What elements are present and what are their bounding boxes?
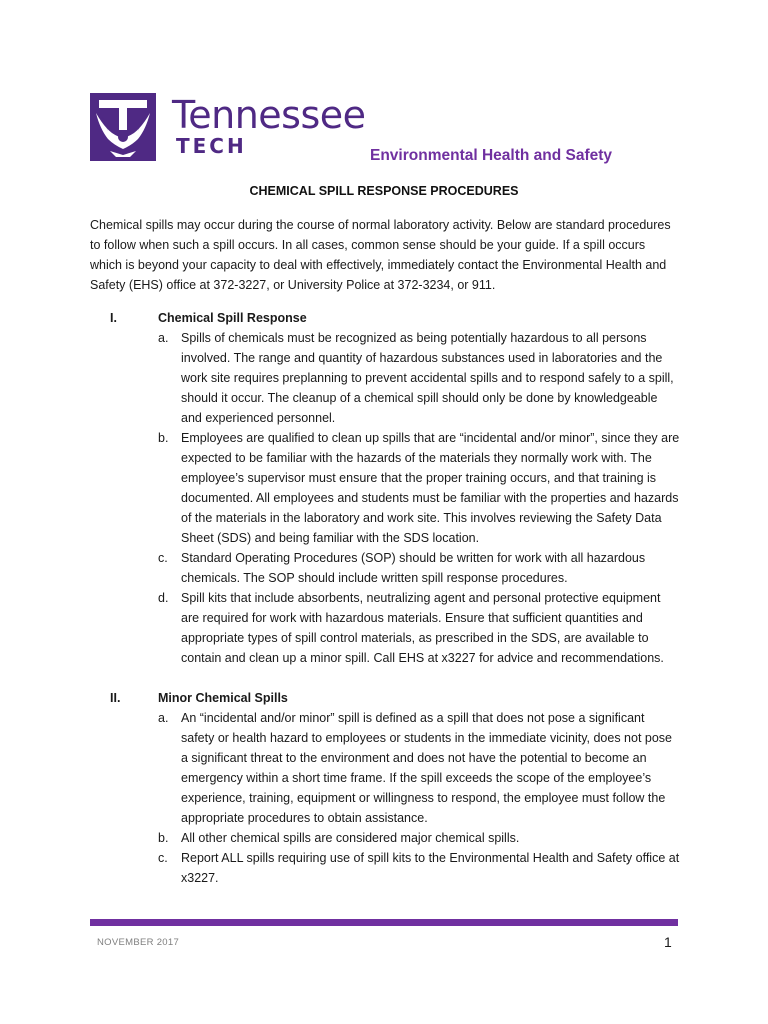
item-letter: c.	[158, 851, 168, 865]
section-number: I.	[110, 311, 117, 325]
item-letter: a.	[158, 711, 169, 725]
footer-date: NOVEMBER 2017	[97, 937, 180, 948]
section-heading	[90, 688, 690, 708]
section-number: II.	[110, 691, 121, 705]
brand-subtitle: TECH	[176, 134, 247, 158]
list-item	[90, 828, 681, 848]
list-item	[90, 708, 681, 828]
item-letter: c.	[158, 551, 168, 565]
section-items	[90, 708, 690, 888]
list-item	[90, 548, 681, 588]
item-letter: b.	[158, 831, 169, 845]
page-number: 1	[664, 934, 672, 950]
list-item	[90, 588, 681, 668]
footer-divider	[90, 919, 678, 926]
section-items	[90, 328, 690, 668]
department-name: Environmental Health and Safety	[370, 147, 613, 164]
section-heading	[90, 308, 690, 328]
section-chemical-spill-response	[90, 308, 690, 668]
list-item	[90, 848, 681, 888]
list-item	[90, 428, 681, 548]
item-letter: b.	[158, 431, 169, 445]
brand-name: Tennessee	[172, 93, 366, 137]
section-title: Chemical Spill Response	[158, 311, 307, 325]
document-title: CHEMICAL SPILL RESPONSE PROCEDURES	[249, 184, 519, 198]
item-letter: d.	[158, 591, 169, 605]
item-text: Employees are qualified to clean up spills that are “incidental and/or minor”, since they are expected to be familiar with the hazards of the materials they normally work with. The employee’s supervisor must ensure that the proper training occurs, and that training is documented. All employees and students must be familiar with the properties and hazards of the materials in the laboratory and work site. This involves reviewing the Safety Data Sheet (SDS) and being familiar with the SDS location.	[181, 431, 680, 545]
item-text: Report ALL spills requiring use of spill kits to the Environmental Health and Safety office at x3227.	[181, 851, 680, 885]
section-minor-chemical-spills	[90, 688, 690, 888]
intro-paragraph: Chemical spills may occur during the course of normal laboratory activity. Below are standard procedures to follow when such a spill occurs. In all cases, common sense should be your guide. If a spill occurs which is beyond your capacity to deal with effectively, immediately contact the Environmental Health and Safety (EHS) office at 372-3227, or University Police at 372-3234, or 911.	[90, 218, 671, 292]
item-text: Standard Operating Procedures (SOP) should be written for work with all hazardous chemicals. The SOP should include written spill response procedures.	[181, 551, 646, 585]
item-text: All other chemical spills are considered major chemical spills.	[181, 831, 520, 845]
section-title: Minor Chemical Spills	[158, 691, 288, 705]
item-letter: a.	[158, 331, 169, 345]
list-item	[90, 328, 681, 428]
item-text: An “incidental and/or minor” spill is defined as a spill that does not pose a significant safety or health hazard to employees or students in the immediate vicinity, does not pose a significant threat to the environment and does not have the potential to become an emergency within a short time frame. If the spill exceeds the scope of the employee’s experience, training, equipment or willingness to respond, the employee must follow the appropriate procedures to obtain assistance.	[181, 711, 673, 825]
item-text: Spills of chemicals must be recognized as being potentially hazardous to all persons involved. The range and quantity of hazardous substances used in laboratories and the work site requires preplanning to prevent accidental spills and to respond safely to a spill, should it occur. The cleanup of a chemical spill should only be done by knowledgeable and experienced personnel.	[181, 331, 674, 425]
tennessee-tech-eagle-logo-icon	[90, 93, 156, 161]
item-text: Spill kits that include absorbents, neutralizing agent and personal protective equipment are required for work with hazardous materials. Ensure that sufficient quantities and appropriate types of spill control materials, as prescribed in the SDS, are available to contain and clean up a minor spill. Call EHS at x3227 for advice and recommendations.	[181, 591, 664, 665]
